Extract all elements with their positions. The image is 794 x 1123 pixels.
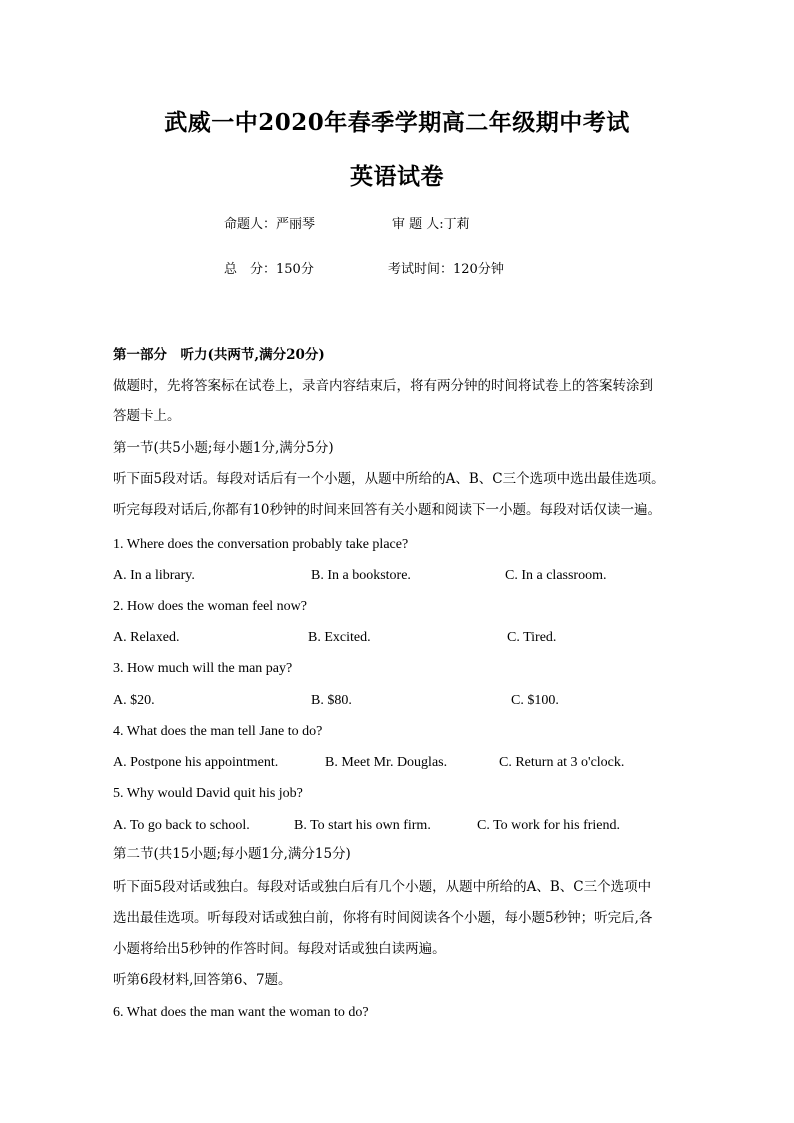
- q1-option-c: C. In a classroom.: [505, 568, 607, 583]
- q2-option-a: A. Relaxed.: [113, 630, 180, 645]
- q3-option-c: C. $100.: [511, 693, 559, 708]
- q3-option-a: A. $20.: [113, 693, 155, 708]
- author-label: 命题人：严丽琴: [224, 217, 316, 232]
- section1-heading: 第一节(共5小题;每小题1分,满分5分): [113, 440, 334, 456]
- section2-heading: 第二节(共15小题;每小题1分,满分15分): [113, 846, 351, 862]
- question-6: 6. What does the man want the woman to do?: [113, 1005, 369, 1020]
- material-note: 听第6段材料,回答第6、7题。: [113, 972, 292, 988]
- exam-subtitle: 英语试卷: [350, 163, 444, 190]
- question-4: 4. What does the man tell Jane to do?: [113, 724, 323, 739]
- q4-option-b: B. Meet Mr. Douglas.: [325, 755, 448, 770]
- question-2: 2. How does the woman feel now?: [113, 599, 308, 614]
- time-label: 考试时间：120分钟: [388, 262, 504, 277]
- question-3: 3. How much will the man pay?: [113, 661, 293, 676]
- part1-instructions-line1: 做题时，先将答案标在试卷上，录音内容结束后，将有两分钟的时间将试卷上的答案转涂到: [113, 378, 653, 394]
- section2-instructions-line3: 小题将给出5秒钟的作答时间。每段对话或独白读两遍。: [113, 941, 446, 957]
- q5-option-a: A. To go back to school.: [113, 818, 250, 833]
- q4-option-a: A. Postpone his appointment.: [113, 755, 279, 770]
- q3-option-b: B. $80.: [311, 693, 352, 708]
- q2-option-b: B. Excited.: [308, 630, 371, 645]
- part1-instructions-line2: 答题卡上。: [113, 408, 181, 424]
- question-1: 1. Where does the conversation probably take place?: [113, 537, 409, 552]
- q5-option-c: C. To work for his friend.: [477, 818, 621, 833]
- q5-option-b: B. To start his own firm.: [294, 818, 431, 833]
- section1-instructions-line2: 听完每段对话后,你都有10秒钟的时间来回答有关小题和阅读下一小题。每段对话仅读一遍。: [113, 502, 661, 518]
- exam-title: 武威一中2020年春季学期高二年级期中考试: [164, 109, 630, 136]
- score-label: 总 分：150分: [224, 262, 314, 277]
- section2-instructions-line2: 选出最佳选项。听每段对话或独白前，你将有时间阅读各个小题，每小题5秒钟；听完后,各: [113, 910, 653, 926]
- q1-option-a: A. In a library.: [113, 568, 195, 583]
- reviewer-label: 审 题 人:丁莉: [392, 217, 470, 232]
- q2-option-c: C. Tired.: [507, 630, 557, 645]
- question-5: 5. Why would David quit his job?: [113, 786, 303, 801]
- q1-option-b: B. In a bookstore.: [311, 568, 411, 583]
- part1-heading: 第一部分 听力(共两节,满分20分): [113, 347, 325, 363]
- q4-option-c: C. Return at 3 o'clock.: [499, 755, 625, 770]
- section1-instructions-line1: 听下面5段对话。每段对话后有一个小题，从题中所给的A、B、C三个选项中选出最佳选项。: [113, 471, 665, 487]
- section2-instructions-line1: 听下面5段对话或独白。每段对话或独白后有几个小题，从题中所给的A、B、C三个选项中: [113, 879, 652, 895]
